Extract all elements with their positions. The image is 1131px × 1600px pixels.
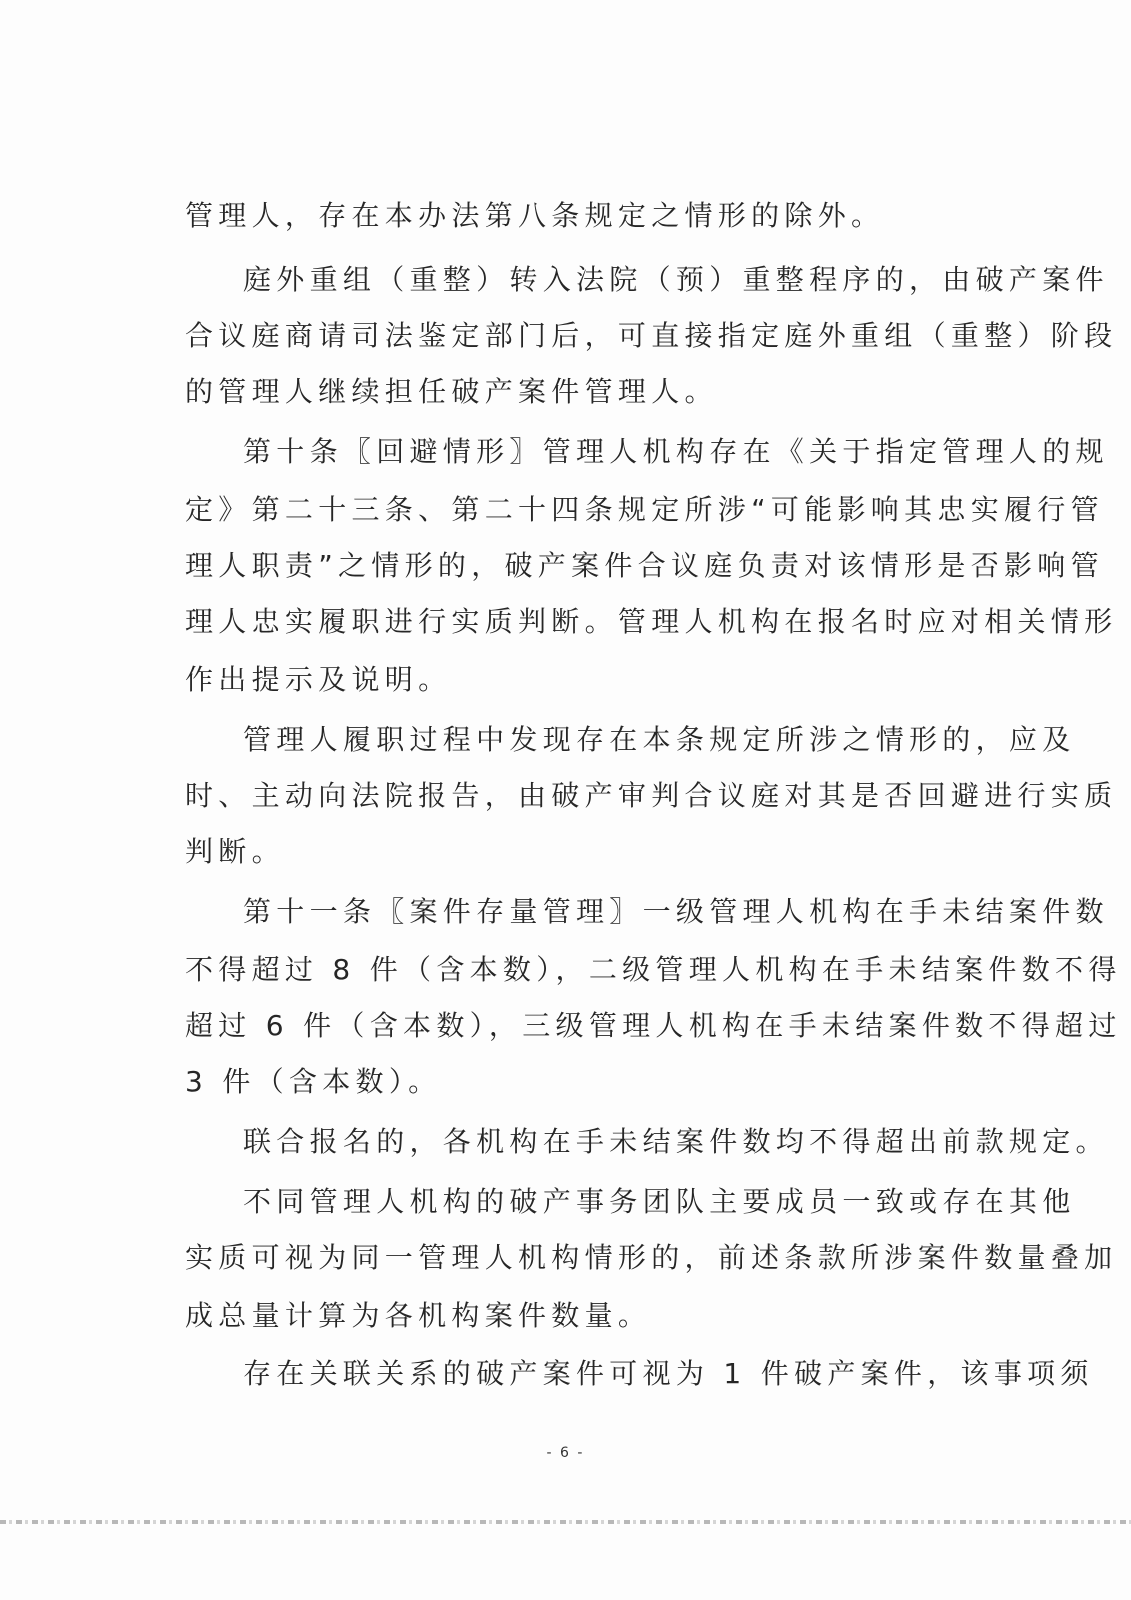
text-line: 第十条〖回避情形〗管理人机构存在《关于指定管理人的规 — [243, 435, 1109, 468]
text-line: 成总量计算为各机构案件数量。 — [185, 1299, 652, 1332]
text-line: 时、主动向法院报告，由破产审判合议庭对其是否回避进行实质 — [185, 779, 1118, 812]
text-line: 理人职责”之情形的，破产案件合议庭负责对该情形是否影响管 — [185, 549, 1104, 582]
text-line: 超过 6 件（含本数），三级管理人机构在手未结案件数不得超过 — [185, 1009, 1122, 1042]
text-line: 庭外重组（重整）转入法院（预）重整程序的，由破产案件 — [243, 263, 1109, 296]
page-number: - 6 - — [546, 1445, 585, 1461]
text-line: 管理人履职过程中发现存在本条规定所涉之情形的，应及 — [243, 723, 1076, 756]
text-line: 定》第二十三条、第二十四条规定所涉“可能影响其忠实履行管 — [185, 493, 1104, 526]
text-line: 的管理人继续担任破产案件管理人。 — [185, 375, 718, 408]
text-line: 存在关联关系的破产案件可视为 1 件破产案件，该事项须 — [243, 1357, 1094, 1390]
text-line: 不同管理人机构的破产事务团队主要成员一致或存在其他 — [243, 1185, 1076, 1218]
text-line: 不得超过 8 件（含本数），二级管理人机构在手未结案件数不得 — [185, 953, 1122, 986]
text-line: 合议庭商请司法鉴定部门后，可直接指定庭外重组（重整）阶段 — [185, 319, 1118, 352]
text-line: 管理人，存在本办法第八条规定之情形的除外。 — [185, 199, 885, 232]
text-line: 作出提示及说明。 — [185, 663, 452, 696]
text-line: 第十一条〖案件存量管理〗一级管理人机构在手未结案件数 — [243, 895, 1109, 928]
text-line: 实质可视为同一管理人机构情形的，前述条款所涉案件数量叠加 — [185, 1241, 1118, 1274]
text-line: 联合报名的，各机构在手未结案件数均不得超出前款规定。 — [243, 1125, 1109, 1158]
scan-edge-artifact — [0, 1520, 1131, 1524]
text-line: 判断。 — [185, 835, 285, 868]
text-line: 3 件（含本数）。 — [185, 1065, 442, 1098]
text-line: 理人忠实履职进行实质判断。管理人机构在报名时应对相关情形 — [185, 605, 1118, 638]
